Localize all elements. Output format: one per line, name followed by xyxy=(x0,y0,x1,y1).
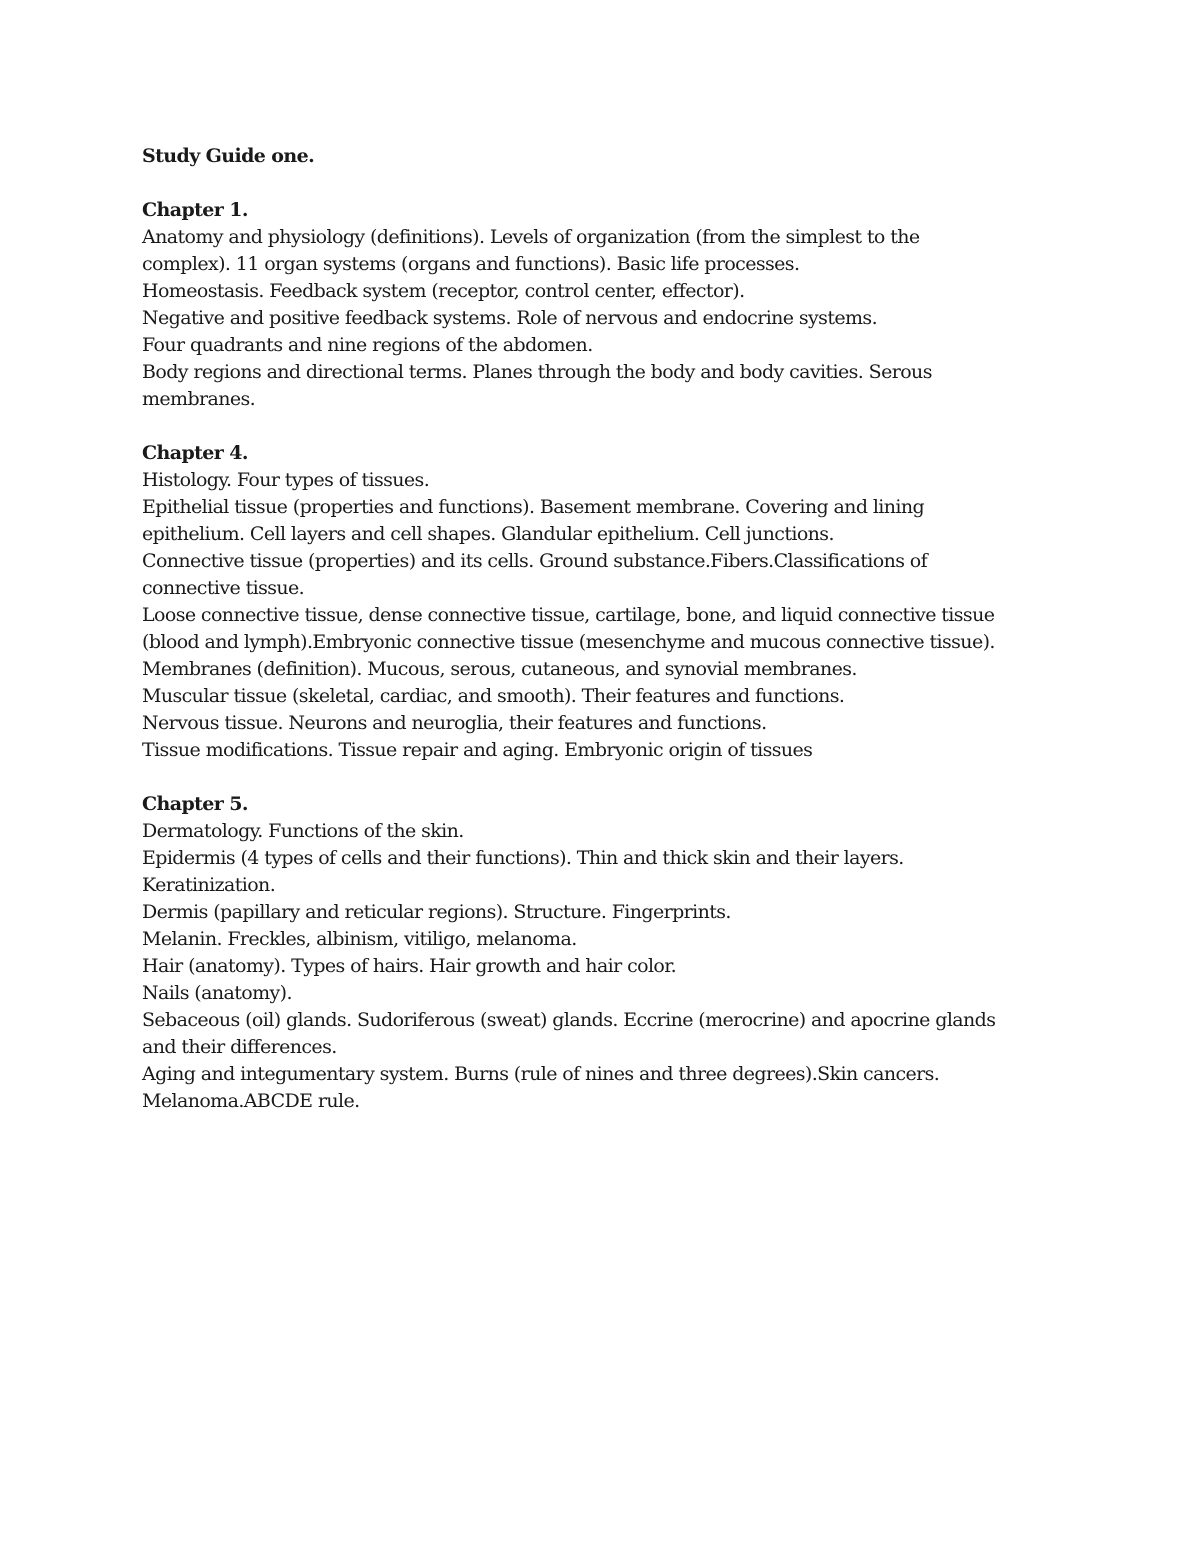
chapter-5-heading: Chapter 5. xyxy=(142,793,248,815)
chapter-4-heading: Chapter 4. xyxy=(142,442,248,464)
chapter-5-line: Melanoma.ABCDE rule. xyxy=(142,1090,360,1112)
chapter-4-line: Nervous tissue. Neurons and neuroglia, their features and functions. xyxy=(142,712,767,734)
chapter-1-line: complex). 11 organ systems (organs and functions). Basic life processes. xyxy=(142,253,800,275)
chapter-1-line: Four quadrants and nine regions of the abdomen. xyxy=(142,334,593,356)
spacer xyxy=(142,413,1142,440)
chapter-4-line: Tissue modifications. Tissue repair and aging. Embryonic origin of tissues xyxy=(142,739,813,761)
chapter-4-line: Connective tissue (properties) and its cells. Ground substance.Fibers.Classifications of xyxy=(142,550,928,572)
chapter-1-line: Anatomy and physiology (definitions). Levels of organization (from the simplest to the xyxy=(142,226,920,248)
document-title: Study Guide one. xyxy=(142,145,315,167)
chapter-5-line: Keratinization. xyxy=(142,874,276,896)
chapter-5-line: Nails (anatomy). xyxy=(142,982,292,1004)
document-page xyxy=(142,143,1142,1115)
chapter-5-line: Sebaceous (oil) glands. Sudoriferous (sweat) glands. Eccrine (merocrine) and apocrine glands xyxy=(142,1009,996,1031)
chapter-4-line: Loose connective tissue, dense connective tissue, cartilage, bone, and liquid connective tissue xyxy=(142,604,995,626)
chapter-5-line: Epidermis (4 types of cells and their functions). Thin and thick skin and their layers. xyxy=(142,847,904,869)
chapter-5-line: Aging and integumentary system. Burns (rule of nines and three degrees).Skin cancers. xyxy=(142,1063,940,1085)
chapter-4-line: Epithelial tissue (properties and functions). Basement membrane. Covering and lining xyxy=(142,496,925,518)
chapter-5-section xyxy=(142,791,1142,1115)
chapter-5-line: Dermis (papillary and reticular regions). Structure. Fingerprints. xyxy=(142,901,731,923)
chapter-5-line: Melanin. Freckles, albinism, vitiligo, melanoma. xyxy=(142,928,577,950)
chapter-1-section xyxy=(142,197,1142,413)
chapter-4-line: (blood and lymph).Embryonic connective tissue (mesenchyme and mucous connective tissue). xyxy=(142,631,995,653)
chapter-4-line: connective tissue. xyxy=(142,577,305,599)
spacer xyxy=(142,764,1142,791)
chapter-5-line: Hair (anatomy). Types of hairs. Hair growth and hair color. xyxy=(142,955,677,977)
spacer xyxy=(142,170,1142,197)
chapter-4-line: Muscular tissue (skeletal, cardiac, and smooth). Their features and functions. xyxy=(142,685,845,707)
chapter-1-heading: Chapter 1. xyxy=(142,199,248,221)
chapter-4-line: epithelium. Cell layers and cell shapes. Glandular epithelium. Cell junctions. xyxy=(142,523,834,545)
chapter-4-line: Histology. Four types of tissues. xyxy=(142,469,430,491)
chapter-5-line: Dermatology. Functions of the skin. xyxy=(142,820,464,842)
chapter-1-line: Body regions and directional terms. Planes through the body and body cavities. Serous xyxy=(142,361,932,383)
chapter-5-line: and their differences. xyxy=(142,1036,337,1058)
chapter-4-line: Membranes (definition). Mucous, serous, cutaneous, and synovial membranes. xyxy=(142,658,857,680)
chapter-1-line: Negative and positive feedback systems. Role of nervous and endocrine systems. xyxy=(142,307,878,329)
chapter-1-line: Homeostasis. Feedback system (receptor, control center, effector). xyxy=(142,280,745,302)
chapter-4-section xyxy=(142,440,1142,764)
chapter-1-line: membranes. xyxy=(142,388,256,410)
